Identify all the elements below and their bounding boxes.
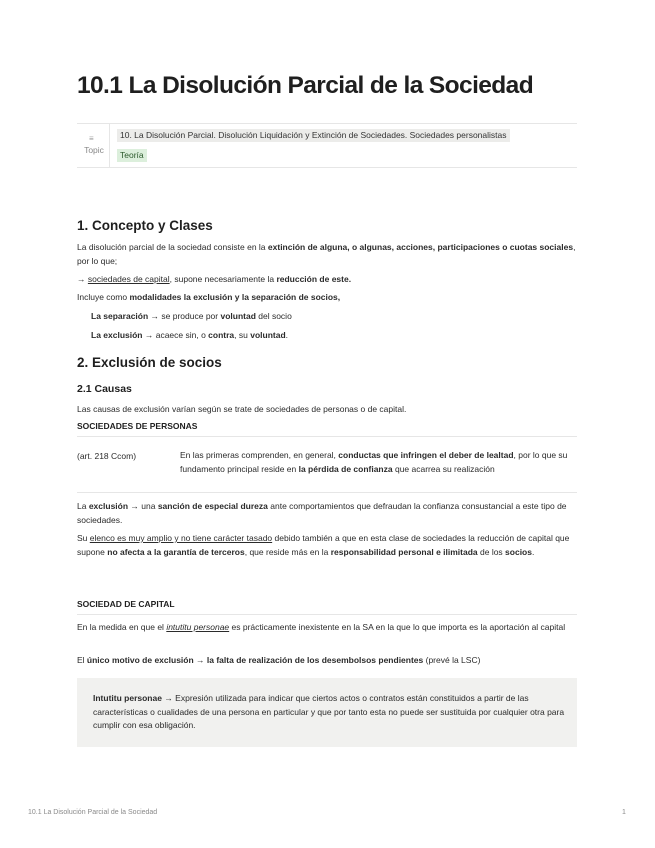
page-number: 1 <box>622 809 626 816</box>
list-icon: ≡ <box>89 134 94 143</box>
subsection-heading-causas: 2.1 Causas <box>77 383 132 395</box>
paragraph: El único motivo de exclusión → la falta de realización de los desembolsos pendientes (prevé la LSC) <box>77 655 481 665</box>
tag-chip[interactable]: Teoría <box>117 149 147 162</box>
footer-title: 10.1 La Disolución Parcial de la Sociedad <box>28 809 158 816</box>
link-sociedades-capital[interactable]: sociedades de capital <box>87 274 170 284</box>
paragraph: La exclusión → una sanción de especial dureza ante comportamientos que defraudan la confianza consustancial a este tipo de sociedades. <box>77 501 567 525</box>
article-reference: (art. 218 Ccom) <box>77 451 137 461</box>
paragraph: En la medida en que el intutitu personae es prácticamente inexistente en la SA en la que lo que importa es la aportación al capital <box>77 622 566 632</box>
paragraph-indented: La exclusión → acaece sin, o contra, su voluntad. <box>91 330 289 340</box>
table-header-personas: SOCIEDADES DE PERSONAS <box>77 421 577 437</box>
section-heading-concepto: 1. Concepto y Clases <box>77 218 213 233</box>
topic-chip[interactable]: 10. La Disolución Parcial. Disolución Liquidación y Extinción de Sociedades. Sociedades personalistas <box>117 129 510 142</box>
property-row-topic <box>77 123 577 168</box>
paragraph: → sociedades de capital, supone necesariamente la reducción de este. <box>77 274 352 284</box>
paragraph: La disolución parcial de la sociedad consiste en la extinción de alguna, o algunas, acciones, participaciones o cuotas sociales, por lo que; <box>77 242 576 266</box>
article-description: En las primeras comprenden, en general, conductas que infringen el deber de lealtad, por lo que su fundamento principal reside en la pérdida de confianza que acarrea su realización <box>180 450 568 474</box>
paragraph: Su elenco es muy amplio y no tiene carácter tasado debido también a que en esta clase de sociedades la reducción de capital que supone no afecta a la garantía de terceros, que reside más en la responsabilidad personal e ilimitada de los socios. <box>77 533 570 557</box>
callout-box <box>77 678 577 747</box>
callout-text: Intutitu personae → Expresión utilizada para indicar que ciertos actos o contratos están constituidos a partir de las características o cualidades de una persona en particular y que por tanto esta no puede ser sustituida por cualquier otra para cumplir con esa obligación. <box>93 693 565 730</box>
paragraph: Incluye como modalidades la exclusión y la separación de socios, <box>77 292 341 302</box>
property-label: ≡ Topic <box>77 124 110 167</box>
paragraph: Las causas de exclusión varían según se trate de sociedades de personas o de capital. <box>77 404 407 414</box>
table-header-capital: SOCIEDAD DE CAPITAL <box>77 599 577 615</box>
divider <box>77 492 577 493</box>
paragraph-indented: La separación → se produce por voluntad del socio <box>91 311 292 321</box>
section-heading-exclusion: 2. Exclusión de socios <box>77 355 222 370</box>
page-title: 10.1 La Disolución Parcial de la Sociedad <box>77 72 534 99</box>
